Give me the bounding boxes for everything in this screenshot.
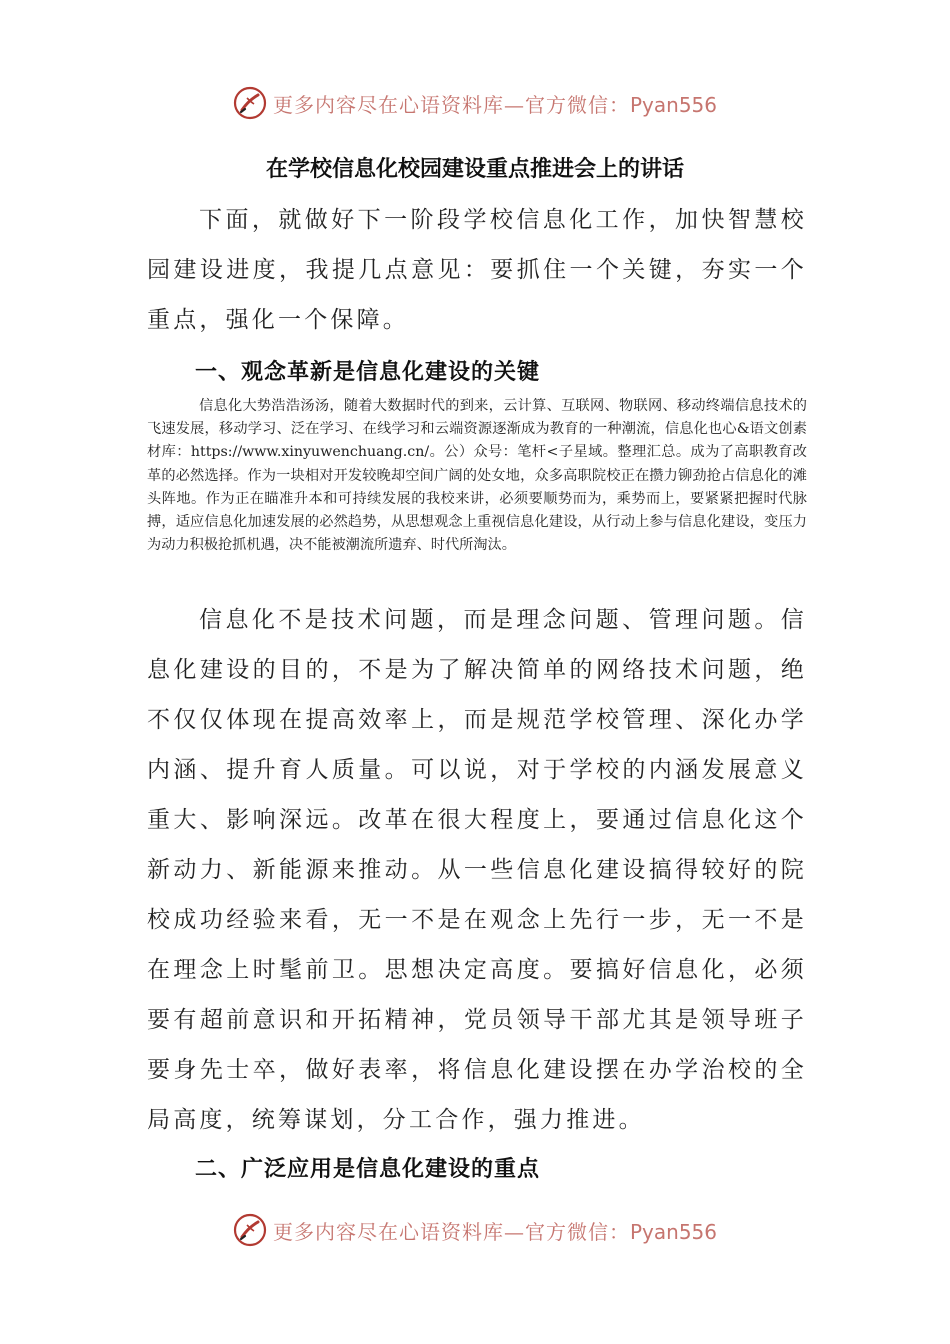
intro-paragraph: 下面，就做好下一阶段学校信息化工作，加快智慧校园建设进度，我提几点意见：要抓住一个关键，夯实一个重点，强化一个保障。 (147, 207, 807, 333)
page-title: 在学校信息化校园建设重点推进会上的讲话 (265, 157, 684, 182)
wechat-id: Pyan556 (629, 92, 717, 117)
section1-paragraph: 信息化不是技术问题，而是理念问题、管理问题。信息化建设的目的，不是为了解决简单的网络技术问题，绝不仅仅体现在提高效率上，而是规范学校管理、深化办学内涵、提升育人质量。可以说，对于学校的内涵发展意义重大、影响深远。改革在很大程度上，要通过信息化这个新动力、新能源来推动。从一些信息化建设搞得较好的院校成功经验来看，无一不是在观念上先行一步，无一不是在理念上时髦前卫。思想决定高度。要搞好信息化，必须要有超前意识和开拓精神，党员领导干部尤其是领导班子要身先士卒，做好表率，将信息化建设摆在办学治校的全局高度，统筹谋划，分工合作，强力推进。 (147, 607, 807, 1133)
footer-banner (0, 1205, 950, 1255)
pen-logo-icon (233, 86, 267, 120)
header-banner (0, 78, 950, 128)
section-heading-1: 一、观念革新是信息化建设的关键 (195, 360, 541, 385)
section-heading-2: 二、广泛应用是信息化建设的重点 (195, 1157, 541, 1182)
pen-logo-icon (233, 1213, 267, 1247)
banner-text: 更多内容尽在心语资料库—官方微信：Pyan556 (272, 92, 717, 117)
wechat-id: Pyan556 (629, 1219, 717, 1244)
section1-small-paragraph: 信息化大势浩浩汤汤，随着大数据时代的到来，云计算、互联网、物联网、移动终端信息技术的飞速发展，移动学习、泛在学习、在线学习和云端资源逐渐成为教育的一种潮流，信息化也心&语文创素材库：https://www.xinyuwenchuang.cn/。公）众号：笔杆<子星域。整理汇总。成为了高职教育改革的必然选择。作为一块相对开发较晚却空间广阔的处女地，众多高职院校正在攒力铆劲抢占信息化的滩头阵地。作为正在瞄准升本和可持续发展的我校来讲，必须要顺势而为，乘势而上，要紧紧把握时代脉搏，适应信息化加速发展的必然趋势，从思想观念上重视信息化建设，从行动上参与信息化建设，变压力为动力积极抢抓机遇，决不能被潮流所遗弃、时代所淘汰。 (147, 398, 807, 554)
banner-text: 更多内容尽在心语资料库—官方微信：Pyan556 (272, 1219, 717, 1244)
